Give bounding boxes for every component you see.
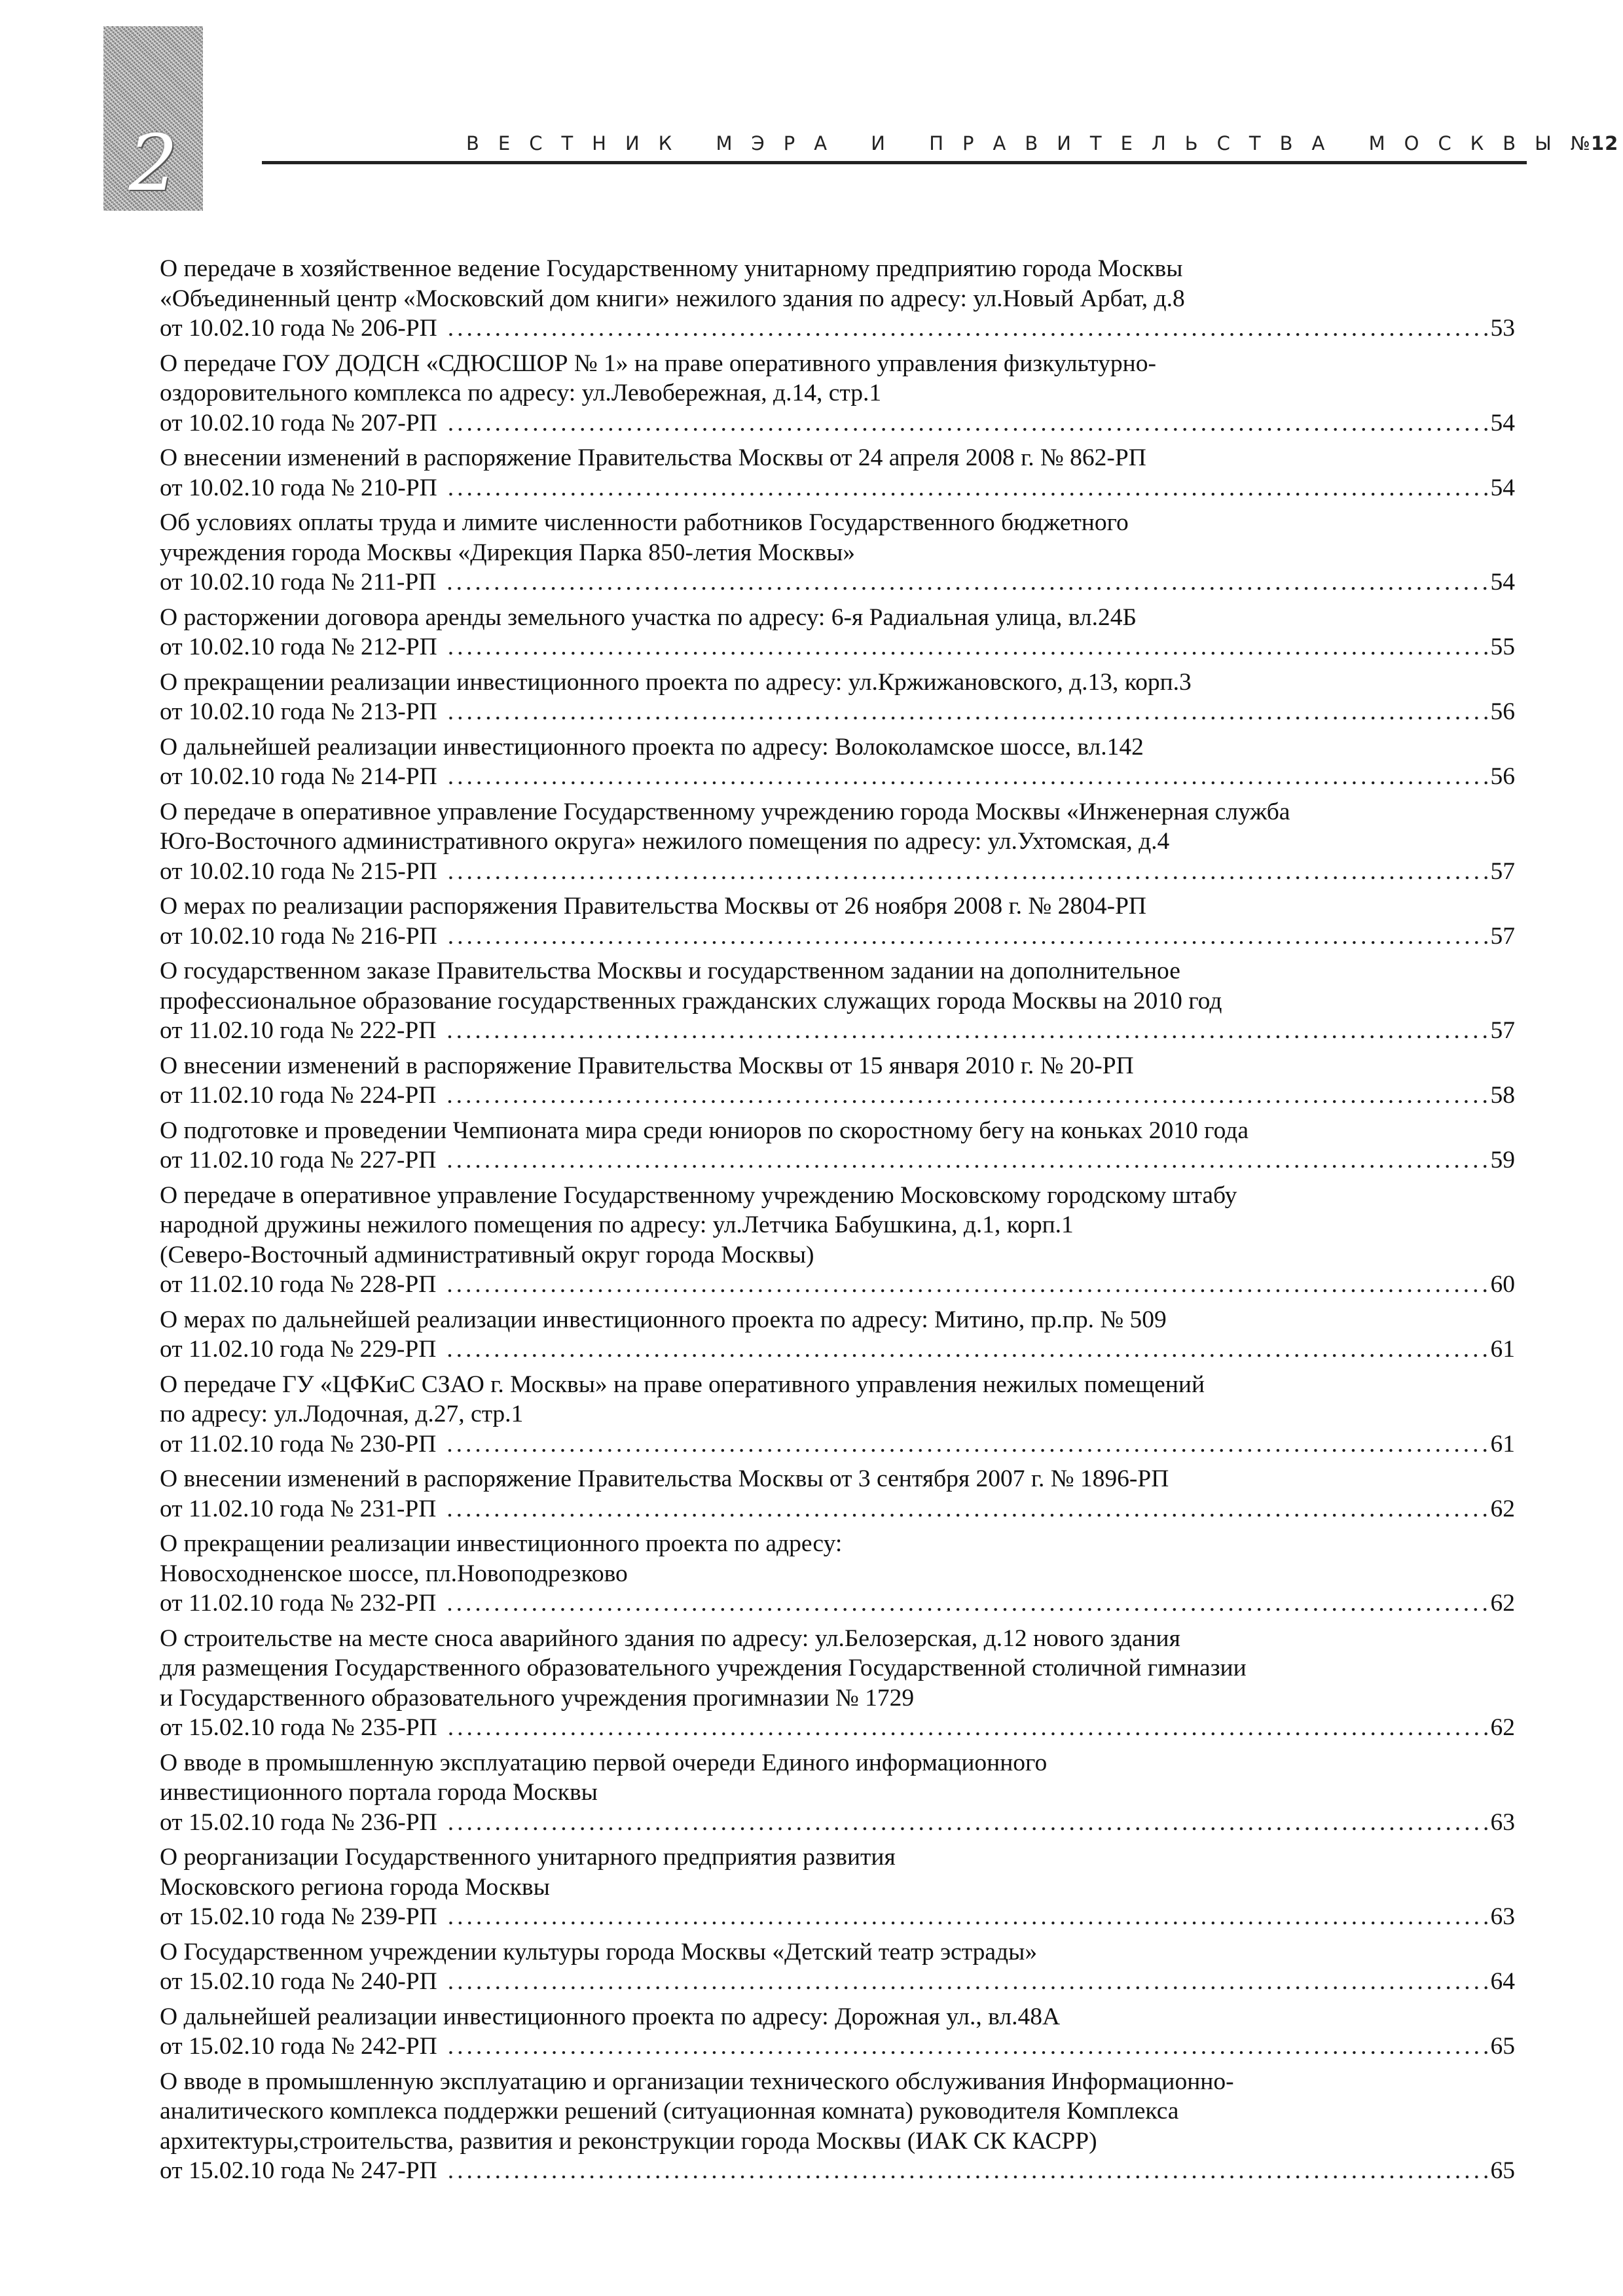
entry-reference-line [160, 408, 1515, 439]
entry-title: О прекращении реализации инвестиционного проекта по адресу: Новосходненское шоссе, пл.Новоподрезково [160, 1530, 843, 1587]
entry-document-ref: от 10.02.10 года № 216-РП [160, 922, 437, 950]
toc-entry[interactable] [160, 1748, 1515, 1838]
entry-title: О передаче в хозяйственное ведение Государственному унитарному предприятию города Москвы «Объединенный центр «Московский дом книги» нежилого здания по адресу: ул.Новый Арбат, д.8 [160, 255, 1185, 312]
toc-entry[interactable] [160, 1842, 1515, 1932]
entry-page-number: 63 [1490, 1808, 1515, 1836]
entry-page-number: 55 [1490, 634, 1515, 660]
entry-title: О Государственном учреждении культуры города Москвы «Детский театр эстрады» [160, 1938, 1038, 1965]
entry-title: О передаче в оперативное управление Государственному учреждению Московскому городскому штабу народной дружины нежилого помещения по адресу: ул.Летчика Бабушкина, д.1, корп.1 (Северо-Восточный административный округ города Москвы) [160, 1181, 1237, 1268]
toc-entry[interactable] [160, 254, 1515, 344]
entry-reference-line [160, 1902, 1515, 1932]
leader-dots [447, 1588, 1487, 1619]
toc-entry[interactable] [160, 797, 1515, 887]
entry-title: О передаче ГОУ ДОДСН «СДЮСШОР № 1» на праве оперативного управления физкультурно- оздоровительного комплекса по адресу: ул.Левобережная, д.14, стр.1 [160, 350, 1156, 406]
leader-dots [447, 1016, 1487, 1046]
entry-document-ref: от 15.02.10 года № 239-РП [160, 1903, 437, 1930]
entry-reference-line [160, 567, 1515, 598]
table-of-contents [160, 254, 1515, 2191]
leader-dots [448, 473, 1488, 503]
leader-dots [447, 1335, 1487, 1365]
entry-page-number: 65 [1490, 2157, 1515, 2184]
entry-reference-line [160, 1081, 1515, 1111]
entry-page-number: 57 [1490, 922, 1515, 950]
entry-reference-line [160, 762, 1515, 792]
toc-entry[interactable] [160, 1181, 1515, 1300]
toc-entry[interactable] [160, 2002, 1515, 2062]
entry-document-ref: от 10.02.10 года № 210-РП [160, 474, 437, 501]
entry-title: О вводе в промышленную эксплуатацию и организации технического обслуживания Информационно- аналитического комплекса поддержки решений (ситуационная комната) руководителя Комплекса архитектуры,строительства, развития и реконструкции города Москвы (ИАК СК КАСРР) [160, 2068, 1234, 2155]
leader-dots [447, 1145, 1487, 1175]
entry-document-ref: от 15.02.10 года № 242-РП [160, 2033, 437, 2060]
toc-entry[interactable] [160, 1937, 1515, 1997]
leader-dots [448, 1808, 1488, 1838]
entry-page-number: 59 [1490, 1147, 1515, 1174]
entry-reference-line [160, 1429, 1515, 1460]
entry-reference-line [160, 1967, 1515, 1997]
entry-document-ref: от 15.02.10 года № 247-РП [160, 2157, 437, 2184]
entry-title: Об условиях оплаты труда и лимите численности работников Государственного бюджетного учреждения города Москвы «Дирекция Парка 850-летия Москвы» [160, 509, 1129, 566]
entry-page-number: 60 [1490, 1271, 1515, 1298]
entry-reference-line [160, 473, 1515, 503]
entry-reference-line [160, 857, 1515, 887]
entry-reference-line [160, 1808, 1515, 1838]
entry-document-ref: от 10.02.10 года № 215-РП [160, 857, 437, 885]
entry-title: О дальнейшей реализации инвестиционного проекта по адресу: Дорожная ул., вл.48А [160, 2003, 1061, 2030]
entry-title: О государственном заказе Правительства Москвы и государственном задании на дополнительное профессиональное образование государственных гражданских служащих города Москвы на 2010 год [160, 958, 1222, 1014]
entry-title: О расторжении договора аренды земельного участка по адресу: 6-я Радиальная улица, вл.24Б [160, 603, 1137, 631]
entry-title: О дальнейшей реализации инвестиционного проекта по адресу: Волоколамское шоссе, вл.142 [160, 733, 1144, 761]
toc-entry[interactable] [160, 1305, 1515, 1365]
entry-page-number: 54 [1490, 569, 1515, 596]
entry-reference-line [160, 1588, 1515, 1619]
issue-label [1571, 132, 1623, 154]
entry-reference-line [160, 314, 1515, 344]
entry-title: О внесении изменений в распоряжение Правительства Москвы от 15 января 2010 г. № 20-РП [160, 1052, 1134, 1079]
entry-document-ref: от 11.02.10 года № 222-РП [160, 1017, 437, 1044]
entry-title: О прекращении реализации инвестиционного проекта по адресу: ул.Кржижановского, д.13, корп.3 [160, 668, 1192, 696]
page-number-badge [103, 26, 203, 211]
entry-document-ref: от 11.02.10 года № 228-РП [160, 1271, 437, 1298]
entry-page-number: 56 [1490, 763, 1515, 790]
leader-dots [447, 567, 1487, 598]
entry-title: О внесении изменений в распоряжение Правительства Москвы от 3 сентября 2007 г. № 1896-РП [160, 1465, 1169, 1492]
entry-reference-line [160, 1145, 1515, 1175]
entry-title: О реорганизации Государственного унитарного предприятия развития Московского региона города Москвы [160, 1844, 896, 1901]
entry-document-ref: от 11.02.10 года № 229-РП [160, 1336, 437, 1363]
leader-dots [447, 1494, 1487, 1524]
toc-entry[interactable] [160, 1370, 1515, 1460]
entry-document-ref: от 15.02.10 года № 235-РП [160, 1714, 437, 1741]
entry-title: О подготовке и проведении Чемпионата мира среди юниоров по скоростному бегу на коньках 2010 года [160, 1117, 1249, 1144]
journal-header [466, 130, 1619, 157]
leader-dots [448, 922, 1488, 952]
entry-reference-line [160, 2032, 1515, 2062]
entry-document-ref: от 15.02.10 года № 240-РП [160, 1968, 437, 1995]
toc-entry[interactable] [160, 668, 1515, 727]
entry-reference-line [160, 1494, 1515, 1524]
leader-dots [448, 1902, 1488, 1932]
entry-page-number: 58 [1490, 1082, 1515, 1109]
leader-dots [447, 1429, 1487, 1460]
entry-title: О строительстве на месте сноса аварийного здания по адресу: ул.Белозерская, д.12 нового здания для размещения Государственного образовательного учреждения Государственной столичной гимназии и Государственного образовательного учреждения прогимназии № 1729 [160, 1624, 1247, 1712]
entry-page-number: 63 [1490, 1903, 1515, 1930]
entry-title: О передаче ГУ «ЦФКиС СЗАО г. Москвы» на праве оперативного управления нежилых помещений по адресу: ул.Лодочная, д.27, стр.1 [160, 1371, 1205, 1427]
entry-title: О мерах по реализации распоряжения Правительства Москвы от 26 ноября 2008 г. № 2804-РП [160, 893, 1147, 920]
entry-reference-line [160, 1016, 1515, 1046]
leader-dots [448, 2032, 1488, 2062]
entry-reference-line [160, 632, 1515, 662]
toc-entry[interactable] [160, 1464, 1515, 1524]
toc-entry[interactable] [160, 443, 1515, 503]
leader-dots [448, 857, 1488, 887]
leader-dots [447, 1081, 1487, 1111]
entry-page-number: 62 [1490, 1495, 1515, 1522]
entry-title: О передаче в оперативное управление Государственному учреждению города Москвы «Инженерная служба Юго-Восточного административного округа» нежилого помещения по адресу: ул.Ухтомская, д.4 [160, 798, 1290, 855]
entry-page-number: 57 [1490, 1017, 1515, 1044]
toc-entry[interactable] [160, 1116, 1515, 1175]
entry-page-number: 62 [1490, 1714, 1515, 1741]
leader-dots [448, 697, 1488, 727]
entry-page-number: 53 [1490, 315, 1515, 342]
entry-document-ref: от 10.02.10 года № 207-РП [160, 409, 437, 437]
issue-prefix: № [1570, 132, 1591, 154]
entry-document-ref: от 11.02.10 года № 230-РП [160, 1430, 437, 1458]
entry-document-ref: от 11.02.10 года № 227-РП [160, 1147, 437, 1174]
entry-page-number: 61 [1490, 1430, 1515, 1458]
entry-document-ref: от 10.02.10 года № 206-РП [160, 315, 437, 342]
leader-dots [448, 314, 1488, 344]
leader-dots [448, 632, 1488, 662]
leader-dots [448, 762, 1488, 792]
header-rule [262, 161, 1527, 164]
entry-page-number: 56 [1490, 698, 1515, 725]
entry-title: О мерах по дальнейшей реализации инвестиционного проекта по адресу: Митино, пр.пр. № 509 [160, 1306, 1167, 1333]
issue-number: 12 [1590, 132, 1619, 154]
entry-reference-line [160, 1713, 1515, 1743]
leader-dots [448, 1967, 1488, 1997]
toc-entry[interactable] [160, 956, 1515, 1046]
page-number: 2 [128, 118, 178, 208]
entry-document-ref: от 15.02.10 года № 236-РП [160, 1808, 437, 1836]
entry-reference-line [160, 2156, 1515, 2186]
entry-page-number: 54 [1490, 474, 1515, 501]
leader-dots [447, 1270, 1487, 1300]
toc-entry[interactable] [160, 1624, 1515, 1743]
entry-page-number: 65 [1490, 2033, 1515, 2060]
toc-entry[interactable] [160, 1529, 1515, 1619]
entry-reference-line [160, 1270, 1515, 1300]
toc-entry[interactable] [160, 732, 1515, 792]
leader-dots [448, 1713, 1488, 1743]
toc-entry[interactable] [160, 603, 1515, 662]
entry-document-ref: от 10.02.10 года № 211-РП [160, 569, 437, 596]
journal-title: ВЕСТНИК МЭРА И ПРАВИТЕЛЬСТВА МОСКВЫ [466, 132, 1571, 154]
leader-dots [448, 408, 1488, 439]
toc-entry[interactable] [160, 349, 1515, 439]
toc-entry[interactable] [160, 891, 1515, 951]
toc-entry[interactable] [160, 2067, 1515, 2186]
entry-document-ref: от 10.02.10 года № 213-РП [160, 698, 437, 725]
toc-entry[interactable] [160, 1051, 1515, 1111]
entry-page-number: 54 [1490, 409, 1515, 437]
entry-document-ref: от 11.02.10 года № 232-РП [160, 1590, 437, 1617]
entry-title: О вводе в промышленную эксплуатацию первой очереди Единого информационного инвестиционного портала города Москвы [160, 1749, 1048, 1806]
entry-reference-line [160, 922, 1515, 952]
entry-document-ref: от 10.02.10 года № 212-РП [160, 634, 437, 660]
entry-document-ref: от 10.02.10 года № 214-РП [160, 763, 437, 790]
entry-reference-line [160, 1335, 1515, 1365]
entry-page-number: 64 [1490, 1968, 1515, 1995]
entry-title: О внесении изменений в распоряжение Правительства Москвы от 24 апреля 2008 г. № 862-РП [160, 444, 1146, 471]
entry-document-ref: от 11.02.10 года № 224-РП [160, 1082, 437, 1109]
toc-entry[interactable] [160, 508, 1515, 598]
entry-page-number: 57 [1490, 857, 1515, 885]
entry-page-number: 61 [1490, 1336, 1515, 1363]
entry-page-number: 62 [1490, 1590, 1515, 1617]
entry-document-ref: от 11.02.10 года № 231-РП [160, 1495, 437, 1522]
entry-reference-line [160, 697, 1515, 727]
leader-dots [448, 2156, 1488, 2186]
